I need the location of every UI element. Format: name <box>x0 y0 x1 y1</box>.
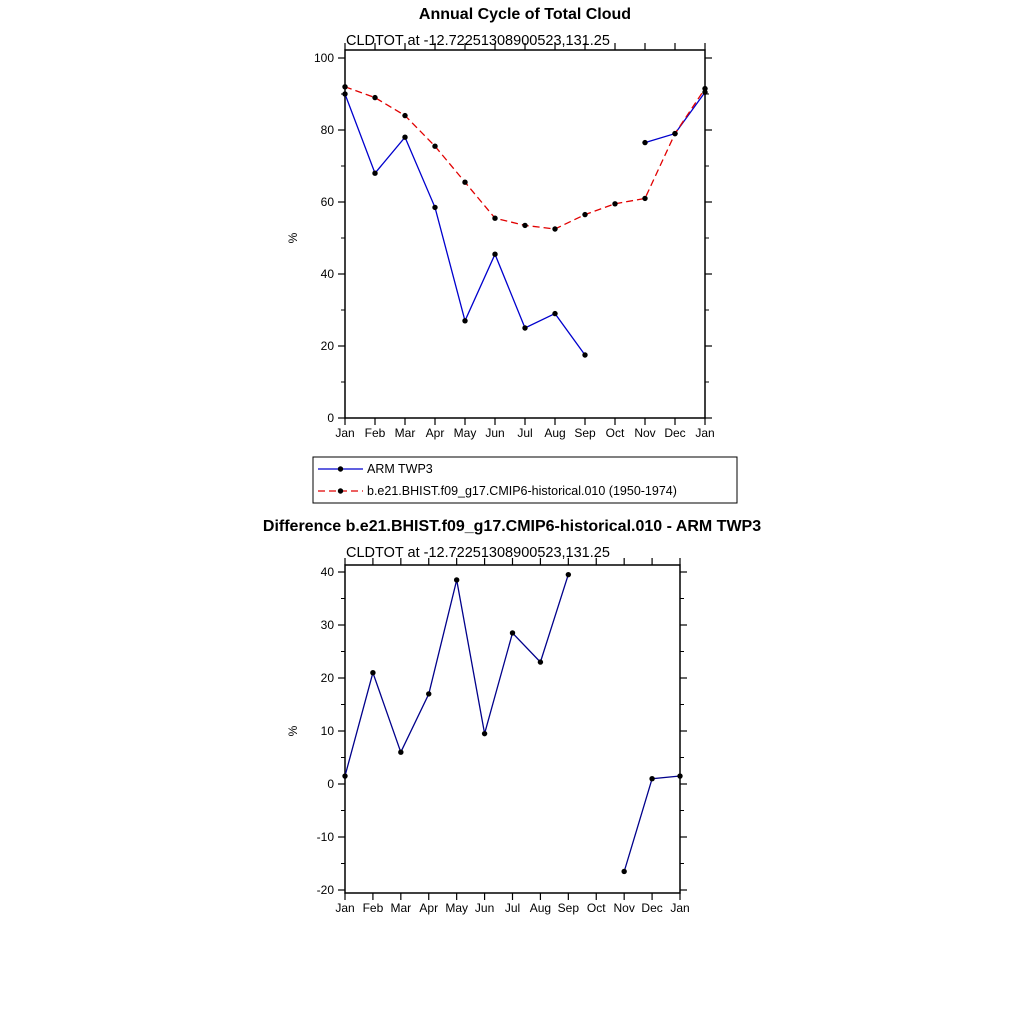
axis-frame <box>345 50 705 418</box>
y-tick-label: 20 <box>320 671 334 685</box>
data-point-marker <box>398 750 403 755</box>
annual-cycle-plot <box>314 43 715 440</box>
x-tick-label: Apr <box>419 901 439 915</box>
data-point-marker <box>552 311 557 316</box>
x-tick-label: Jan <box>695 426 715 440</box>
x-tick-label: Jan <box>670 901 690 915</box>
data-point-marker <box>432 144 437 149</box>
y-tick-label: 20 <box>320 339 334 353</box>
data-point-marker <box>372 95 377 100</box>
chart2-title: Difference b.e21.BHIST.f09_g17.CMIP6-historical.010 - ARM TWP3 <box>262 518 762 535</box>
x-tick-label: Apr <box>425 426 445 440</box>
x-tick-label: Jan <box>335 901 355 915</box>
data-point-marker <box>672 131 677 136</box>
data-point-marker <box>642 140 647 145</box>
chart2-subtitle: CLDTOT at -12.72251308900523,131.25 <box>346 545 610 561</box>
x-tick-label: Feb <box>362 901 384 915</box>
y-tick-label: -10 <box>316 830 334 844</box>
data-point-marker <box>582 212 587 217</box>
x-tick-label: Jul <box>517 426 533 440</box>
data-point-marker <box>402 135 407 140</box>
x-tick-label: Aug <box>544 426 566 440</box>
data-point-marker <box>552 226 557 231</box>
difference-plot <box>317 558 690 915</box>
y-tick-label: 0 <box>327 411 334 425</box>
data-point-marker <box>492 216 497 221</box>
legend-label-arm-twp3: ARM TWP3 <box>367 462 433 476</box>
series-line <box>345 575 568 776</box>
legend-label-model: b.e21.BHIST.f09_g17.CMIP6-historical.010 (1950-1974) <box>367 484 677 498</box>
x-tick-label: Sep <box>557 901 580 915</box>
x-tick-label: Oct <box>605 426 625 440</box>
x-tick-label: Dec <box>664 426 686 440</box>
x-tick-label: May <box>445 901 469 915</box>
data-point-marker <box>426 691 431 696</box>
x-tick-label: Mar <box>390 901 412 915</box>
data-point-marker <box>621 869 626 874</box>
data-point-marker <box>522 223 527 228</box>
x-tick-label: Aug <box>529 901 552 915</box>
data-point-marker <box>402 113 407 118</box>
series-line <box>345 87 705 229</box>
data-point-marker <box>482 731 487 736</box>
data-point-marker <box>454 577 459 582</box>
data-point-marker <box>649 776 654 781</box>
chart1-title: Annual Cycle of Total Cloud <box>418 6 632 23</box>
chart2-y-axis-label: % <box>286 725 300 737</box>
chart1-subtitle: CLDTOT at -12.72251308900523,131.25 <box>346 33 610 49</box>
data-point-marker <box>612 201 617 206</box>
data-point-marker <box>582 352 587 357</box>
y-tick-label: 60 <box>320 195 334 209</box>
data-point-marker <box>677 773 682 778</box>
x-tick-label: Feb <box>364 426 386 440</box>
data-point-marker <box>642 196 647 201</box>
x-tick-label: Jun <box>474 901 495 915</box>
data-point-marker <box>566 572 571 577</box>
y-tick-label: 10 <box>320 724 334 738</box>
x-tick-label: Jul <box>504 901 521 915</box>
y-tick-label: 0 <box>327 777 334 791</box>
y-tick-label: 30 <box>320 618 334 632</box>
y-tick-label: 100 <box>313 51 334 65</box>
data-point-marker <box>372 171 377 176</box>
data-point-marker <box>462 318 467 323</box>
data-point-marker <box>522 325 527 330</box>
x-tick-label: Nov <box>634 426 656 440</box>
data-point-marker <box>510 630 515 635</box>
chart1-y-axis-label: % <box>286 232 300 244</box>
legend-marker-sample <box>338 488 343 493</box>
data-point-marker <box>538 659 543 664</box>
x-tick-label: May <box>453 426 477 440</box>
data-point-marker <box>702 86 707 91</box>
legend-marker-sample <box>338 466 343 471</box>
data-point-marker <box>342 84 347 89</box>
axis-frame <box>345 565 680 893</box>
y-tick-label: 80 <box>320 123 334 137</box>
data-point-marker <box>432 205 437 210</box>
series-line <box>624 776 680 872</box>
x-tick-label: Jun <box>485 426 505 440</box>
data-point-marker <box>342 91 347 96</box>
y-tick-label: -20 <box>316 883 334 897</box>
x-tick-label: Oct <box>586 901 606 915</box>
series-line <box>345 94 585 355</box>
x-tick-label: Jan <box>335 426 355 440</box>
data-point-marker <box>492 252 497 257</box>
x-tick-label: Dec <box>641 901 663 915</box>
data-point-marker <box>342 773 347 778</box>
data-point-marker <box>370 670 375 675</box>
y-tick-label: 40 <box>320 565 334 579</box>
y-tick-label: 40 <box>320 267 334 281</box>
x-tick-label: Nov <box>613 901 635 915</box>
x-tick-label: Sep <box>574 426 596 440</box>
x-tick-label: Mar <box>394 426 416 440</box>
data-point-marker <box>462 180 467 185</box>
